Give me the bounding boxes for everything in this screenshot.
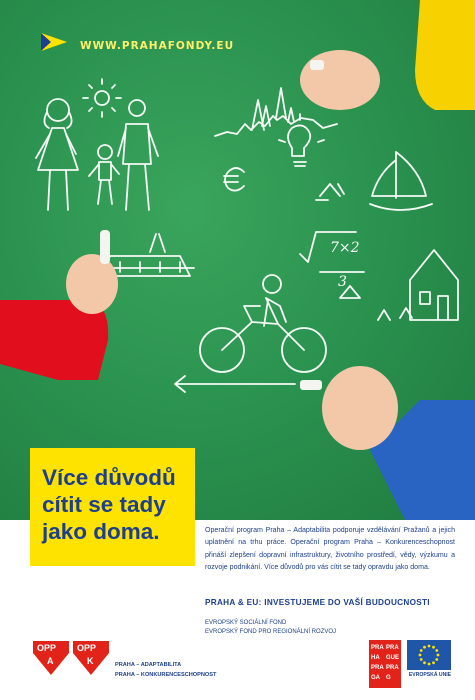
opp-k-letter: K xyxy=(87,656,94,666)
praha-logo-c2-3: PRA xyxy=(386,665,399,671)
headline xyxy=(42,464,202,545)
program-adaptabilita: PRAHA – ADAPTABILITA xyxy=(115,662,182,668)
headline-line-1: Více důvodů xyxy=(42,465,176,490)
opp-logos xyxy=(33,641,113,687)
praha-city-logo xyxy=(369,640,401,688)
praha-logo-c2-1: PRA xyxy=(386,645,399,651)
praha-logo-c1-3: PRA xyxy=(371,665,384,671)
praha-logo-c2-2: GUE xyxy=(386,655,400,661)
headline-line-3: jako doma. xyxy=(42,519,160,544)
eu-label: EVROPSKÁ UNIE xyxy=(408,672,452,678)
eu-stars-icon xyxy=(407,640,451,670)
formula-denominator: 3 xyxy=(338,274,347,290)
formula-numerator: 7×2 xyxy=(330,240,360,256)
tagline: PRAHA & EU: INVESTUJEME DO VAŠÍ BUDOUCNOSTI xyxy=(205,598,430,607)
program-labels xyxy=(115,661,216,680)
praha-logo-c1-2: HA xyxy=(371,655,380,661)
body-text: Operační program Praha – Adaptabilita podporuje vzdělávání Pražanů a jejich uplatnění na trhu práce. Operační program Praha – Konkurenceschopnost přináší zlepšení dopravní infrastruktury, životního prostředí, vědy, výzkumu a rozvoje podnikání. Více důvodů pro vás cítit se tady opravdu jako doma. xyxy=(205,527,455,572)
praha-logo-c1-4: GA xyxy=(371,675,380,681)
opp-a-label: OPP xyxy=(37,643,57,653)
opp-a-letter: A xyxy=(47,656,54,666)
funds-list xyxy=(205,619,455,637)
eu-flag xyxy=(407,640,451,670)
praha-logo-c2-4: G xyxy=(386,675,391,681)
program-konkurenceschopnost: PRAHA – KONKURENCESCHOPNOST xyxy=(115,671,217,678)
headline-line-2: cítit se tady xyxy=(42,492,166,517)
fund-erdf: EVROPSKÝ FOND PRO REGIONÁLNÍ ROZVOJ xyxy=(205,629,337,635)
opp-k-label: OPP xyxy=(77,643,97,653)
fund-esf: EVROPSKÝ SOCIÁLNÍ FOND xyxy=(205,620,287,626)
praha-logo-c1-1: PRA xyxy=(371,645,384,651)
website-url[interactable]: WWW.PRAHAFONDY.EU xyxy=(80,40,235,52)
